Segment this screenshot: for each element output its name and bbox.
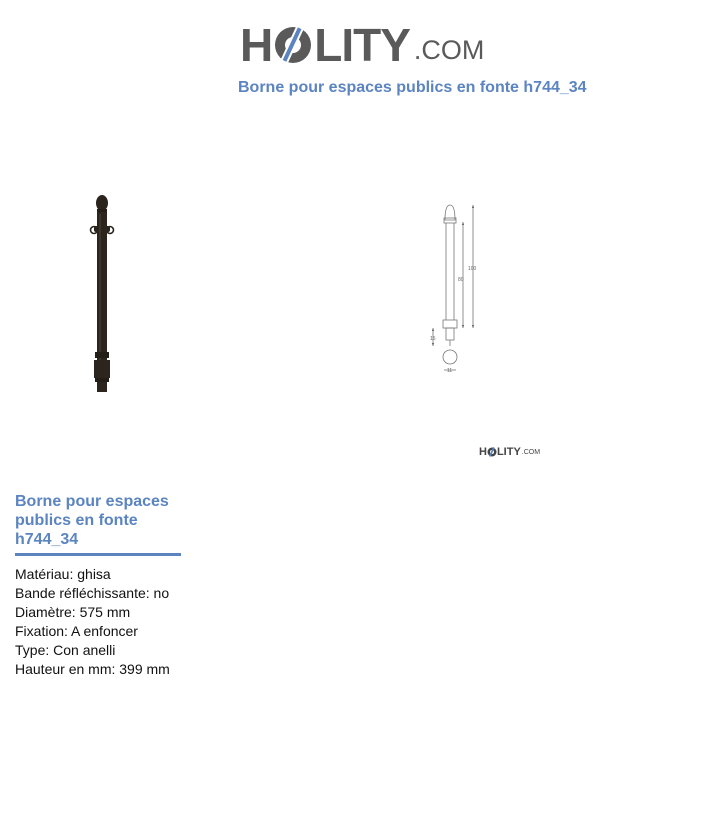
small-logo-suffix: .COM <box>521 449 541 456</box>
spec-fixing: Fixation: A enfoncer <box>15 623 138 639</box>
dimension-total-label: 100 <box>468 266 477 272</box>
logo-letter-h: H <box>240 19 273 71</box>
product-title: Borne pour espaces publics en fonte h744_34 <box>15 493 169 548</box>
product-photo <box>82 192 122 402</box>
logo-wordmark <box>240 19 410 71</box>
dimension-body-label: 80 <box>458 277 464 283</box>
logo-suffix: .COM <box>413 35 485 65</box>
technical-drawing <box>425 200 485 380</box>
small-logo-letter-h: H <box>479 446 487 458</box>
holity-small-logo <box>479 446 540 458</box>
spec-reflective-band: Bande réfléchissante: no <box>15 585 170 601</box>
page-title: Borne pour espaces publics en fonte h744_34 <box>238 79 587 96</box>
spec-type: Type: Con anelli <box>15 642 116 658</box>
dimension-diameter-label: 11 <box>447 368 453 374</box>
spec-list <box>15 565 170 679</box>
logo-o-icon <box>273 25 313 65</box>
dimension-base-label: 15 <box>430 336 436 342</box>
spec-material: Matériau: ghisa <box>15 566 111 582</box>
spec-height: Hauteur en mm: 399 mm <box>15 661 170 677</box>
title-divider <box>15 553 181 556</box>
small-logo-letters: LITY <box>496 446 521 458</box>
logo-letters: LITY <box>314 19 410 71</box>
spec-diameter: Diamètre: 575 mm <box>15 604 131 620</box>
holity-logo[interactable] <box>240 10 485 71</box>
small-logo-o-icon <box>487 447 497 457</box>
